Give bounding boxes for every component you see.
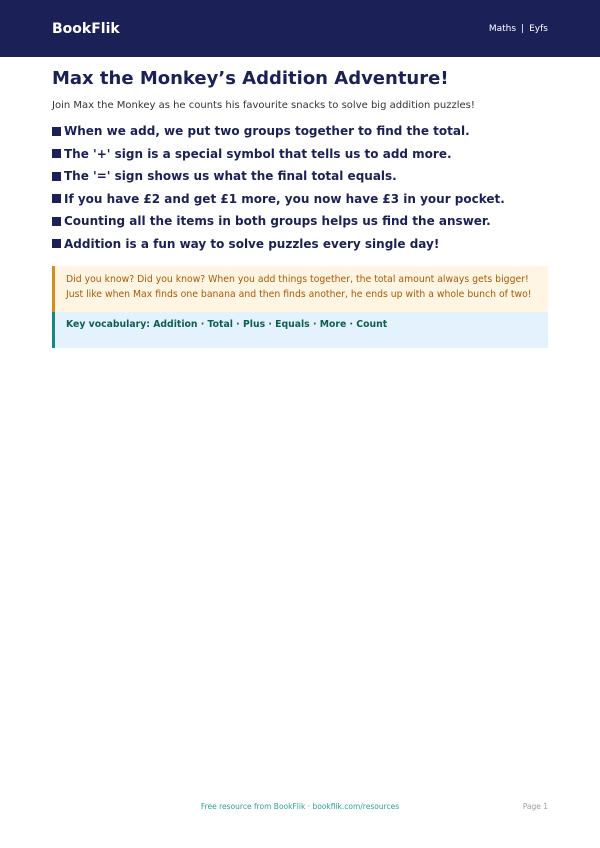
fact-text: The '+' sign is a special symbol that tells us to add more. bbox=[64, 146, 452, 161]
fact-text: The '=' sign shows us what the final total equals. bbox=[64, 169, 397, 184]
breadcrumb-subject[interactable]: Maths bbox=[488, 23, 517, 34]
fact-text: Counting all the items in both groups helps us find the answer. bbox=[64, 214, 491, 229]
fact-list bbox=[52, 120, 548, 255]
footer-credit-link[interactable]: Free resource from BookFlik · bookflik.com/resources bbox=[200, 802, 400, 811]
did-you-know-text: Did you know? Did you know? When you add things together, the total amount always gets bigger! Just like when Max finds one banana and then finds another, he ends up with a whole bunch of two! bbox=[66, 274, 532, 300]
did-you-know-callout bbox=[52, 266, 548, 312]
square-bullet-icon bbox=[52, 149, 61, 158]
list-item bbox=[52, 143, 548, 166]
fact-text: If you have £2 and get £1 more, you now have £3 in your pocket. bbox=[64, 191, 505, 206]
breadcrumb-level[interactable]: Eyfs bbox=[529, 23, 548, 34]
square-bullet-icon bbox=[52, 127, 61, 136]
breadcrumb bbox=[489, 24, 548, 34]
list-item bbox=[52, 233, 548, 256]
list-item bbox=[52, 165, 548, 188]
page-footer bbox=[0, 802, 600, 814]
fact-text: Addition is a fun way to solve puzzles every single day! bbox=[64, 236, 440, 251]
intro-text: Join Max the Monkey as he counts his favourite snacks to solve big addition puzzles! bbox=[52, 100, 475, 111]
vocabulary-text: Key vocabulary: Addition · Total · Plus · Equals · More · Count bbox=[66, 319, 388, 330]
square-bullet-icon bbox=[52, 217, 61, 226]
brand-logo[interactable]: BookFlik bbox=[52, 20, 120, 37]
page-title: Max the Monkey’s Addition Adventure! bbox=[52, 68, 449, 89]
page-number: Page 1 bbox=[522, 802, 548, 811]
page-header bbox=[0, 0, 600, 57]
vocabulary-callout bbox=[52, 312, 548, 348]
fact-text: When we add, we put two groups together to find the total. bbox=[64, 124, 470, 139]
square-bullet-icon bbox=[52, 194, 61, 203]
square-bullet-icon bbox=[52, 239, 61, 248]
list-item bbox=[52, 210, 548, 233]
square-bullet-icon bbox=[52, 172, 61, 181]
list-item bbox=[52, 120, 548, 143]
breadcrumb-separator: | bbox=[521, 23, 525, 34]
list-item bbox=[52, 188, 548, 211]
